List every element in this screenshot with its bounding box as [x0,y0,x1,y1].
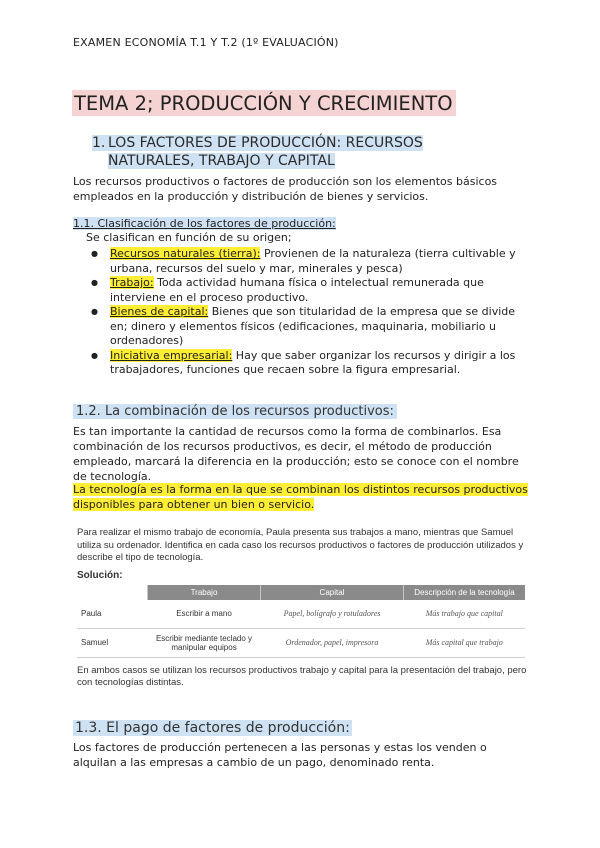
subsection-1-1-heading: 1.1. Clasificación de los factores de producción: [73,217,336,230]
intro-paragraph: Los recursos productivos o factores de producción son los elementos básicos empleados en la producción y distribución de bienes y servicios. [73,175,498,203]
exercise-conclusion: En ambos casos se utilizan los recursos productivos trabajo y capital para la presentación del trabajo, pero con tecnologías distintas. [77,664,527,688]
subsection-1-3-heading: 1.3. El pago de factores de producción: [75,720,350,736]
table-cell: Paula [77,600,148,629]
section-1-heading [92,134,423,170]
exercise-prompt: Para realizar el mismo trabajo de economía, Paula presenta sus trabajos a mano, mientras que Samuel utiliza su ordenador. Identifica en cada caso los recursos productivos o factores de producción utilizados y describe el tipo de tecnología. [77,527,524,563]
list-item [88,349,528,378]
list-item-term: Iniciativa empresarial: [110,348,233,362]
solution-table [77,585,525,658]
section-1-line2: NATURALES, TRABAJO Y CAPITAL [108,153,335,169]
subsection-1-1-lead: Se clasifican en función de su origen; [86,231,292,244]
solution-label: Solución: [77,569,123,581]
table-cell: Más trabajo que capital [404,600,526,629]
list-item-text: Provienen de la naturaleza (tierra cultivable y urbana, recursos del suelo y mar, minerales y pesca) [110,247,516,275]
column-header: Descripción de la tecnología [404,585,526,600]
column-header: Trabajo [148,585,261,600]
list-item-text: Toda actividad humana física o intelectual remunerada que interviene en el proceso productivo. [110,276,484,304]
textbook-excerpt [77,527,527,690]
table-cell: Escribir mediante teclado y manipular equipos [148,628,261,657]
column-header [77,585,148,600]
list-item [88,276,528,305]
factor-list [88,247,528,378]
list-item [88,247,528,276]
table-cell: Ordenador, papel, impresora [261,628,404,657]
table-row [77,600,525,629]
document-header: EXAMEN ECONOMÍA T.1 Y T.2 (1º EVALUACIÓN) [73,36,339,49]
table-cell: Más capital que trabajo [404,628,526,657]
table-cell: Samuel [77,628,148,657]
subsection-1-2-heading: 1.2. La combinación de los recursos productivos: [73,404,397,420]
subsection-1-3-paragraph: Los factores de producción pertenecen a las personas y estas los venden o alquilan a las empresas a cambio de un pago, denominado renta. [73,741,487,769]
list-item-term: Bienes de capital: [110,305,209,318]
page-title: TEMA 2; PRODUCCIÓN Y CRECIMIENTO [72,90,456,116]
list-item-text: Bienes que son titularidad de la empresa que se divide en; dinero y elementos físicos (edificaciones, maquinaria, mobiliario u ordenadores) [110,305,516,347]
list-item-term: Recursos naturales (tierra): [110,247,261,260]
section-1-line1: LOS FACTORES DE PRODUCCIÓN: RECURSOS [108,135,423,151]
list-item [88,305,528,349]
technology-definition: La tecnología es la forma en la que se combinan los distintos recursos productivos disponibles para obtener un bien o servicio. [73,483,528,511]
list-item-term: Trabajo: [110,276,154,289]
subsection-1-2-paragraph: Es tan importante la cantidad de recursos como la forma de combinarlos. Esa combinación de los recursos productivos, es decir, el método de producción empleado, marcará la diferencia en la producción; esto se conoce con el nombre de tecnología. [73,425,519,483]
table-header-row [77,585,525,600]
table-cell: Papel, bolígrafo y rotuladores [261,600,404,629]
column-header: Capital [261,585,404,600]
section-1-number: 1. [92,135,106,151]
list-item-text: Hay que saber organizar los recursos y dirigir a los trabajadores, funciones que recaen sobre la figura empresarial. [110,348,516,376]
table-row [77,628,525,657]
table-cell: Escribir a mano [148,600,261,629]
